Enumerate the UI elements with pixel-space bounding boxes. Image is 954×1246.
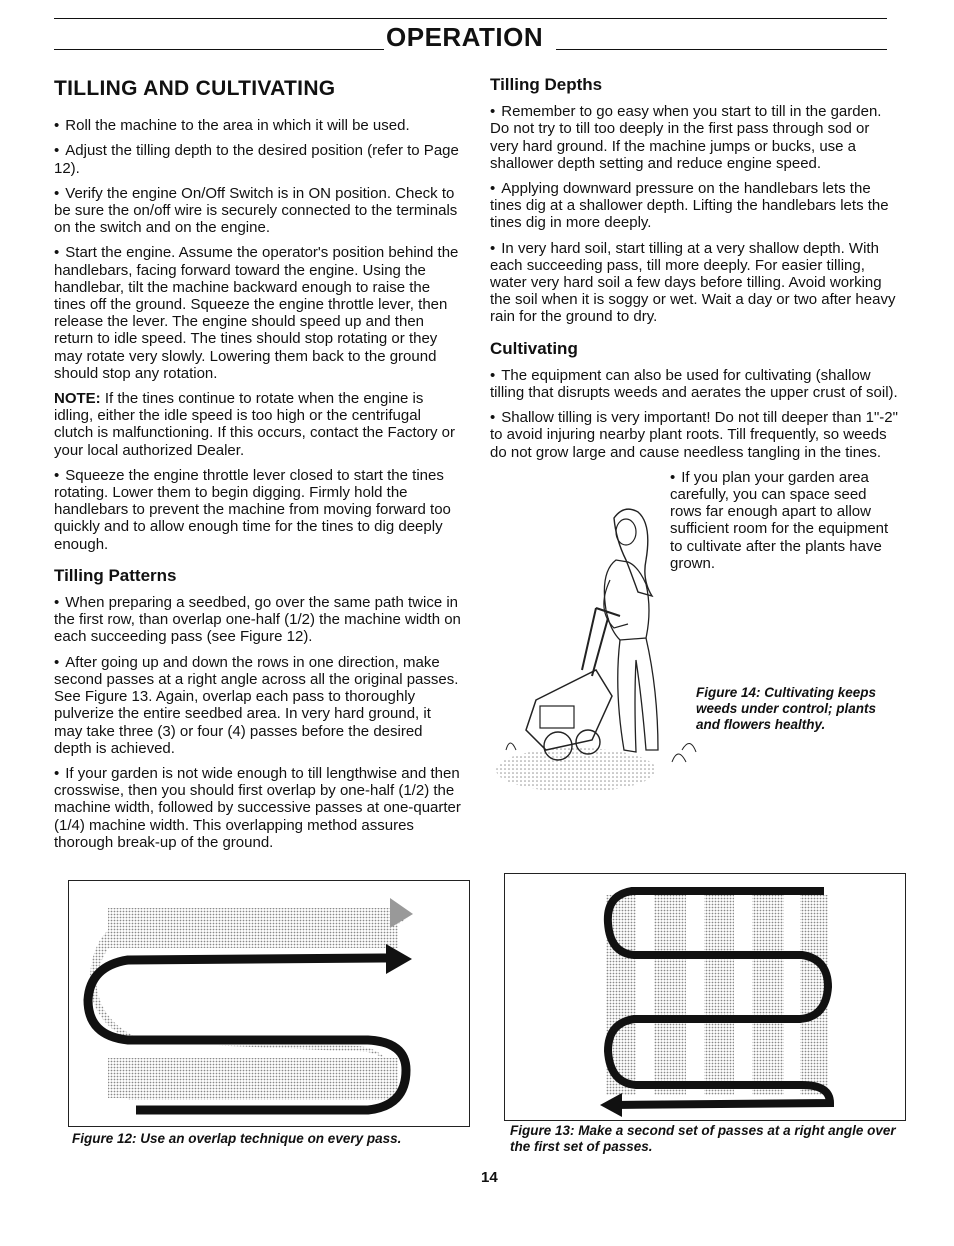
note-text: If the tines continue to rotate when the engine is idling, either the idle speed is too high or the centrifugal clutch is malfunctioning. If this occurs, contact the Factory or your local authorized Dealer. — [54, 390, 456, 459]
bullet-cultivating: • The equipment can also be used for cultivating (shallow tilling that disrupts weeds and aerates the upper crust of soil). — [490, 367, 900, 401]
bullet-hard-soil: • In very hard soil, start tilling at a very shallow depth. With each succeeding pass, till more deeply. For easier tilling, water very hard soil a few days before tilling. Avoid working the soil when it is soggy or wet. Wait a day or two after heavy rain for the ground to dry. — [490, 240, 900, 326]
bullet-verify-switch: • Verify the engine On/Off Switch is in ON position. Check to be sure the on/off wire is securely connected to the terminals on the switch and on the engine. — [54, 185, 462, 237]
tilling-depths-title: Tilling Depths — [490, 75, 603, 94]
bullet-garden-plan: • If you plan your garden area carefully, you can space seed rows far enough apart to allow sufficient room for the equipment to cultivate after the plants have grown. — [670, 469, 900, 572]
cultivating-title: Cultivating — [490, 338, 578, 358]
bullet-go-easy: • Remember to go easy when you start to till in the garden. Do not try to till too deeply in the first pass through sod or very hard ground. If the machine jumps or bucks, use a shallower depth setting and reduce engine speed. — [490, 103, 900, 172]
left-column — [54, 77, 462, 859]
bullet-seedbed: • When preparing a seedbed, go over the same path twice in the first row, than overlap one-half (1/2) the machine width on each succeeding pass (see Figure 12). — [54, 594, 462, 646]
figure-13-right-angle-pattern — [504, 873, 904, 1119]
bullet-narrow-garden: • If your garden is not wide enough to till lengthwise and then crosswise, then you should first overlap by one-half (1/2) the machine width, followed by successive passes at one-quarter (1/4) machine width. This overlapping method assures thorough break-up of the ground. — [54, 765, 462, 851]
note-paragraph — [54, 390, 462, 459]
bullet-throttle: • Squeeze the engine throttle lever closed to start the tines rotating. Lower them to begin digging. Firmly hold the handlebars to prevent the machine from moving forward too quickly and to allow enough time for the tines to dig deeply enough. — [54, 467, 462, 553]
figure-13-caption: Figure 13: Make a second set of passes at a right angle over the first set of passes. — [510, 1123, 896, 1154]
bullet-shallow-tilling: • Shallow tilling is very important! Do not till deeper than 1"-2" to avoid injuring nearby plant roots. Till frequently, so weeds do not grow large and cause needless tangling in the tines. — [490, 409, 900, 461]
bullet-roll-machine: • Roll the machine to the area in which it will be used. — [54, 117, 462, 134]
bullet-right-angle: • After going up and down the rows in one direction, make second passes at a right angle across all the original passes. See Figure 13. Again, overlap each pass to thoroughly pulverize the entire seedbed area. In very hard ground, it may take three (3) or four (4) passes before the desired depth is achieved. — [54, 654, 462, 757]
section-title: TILLING AND CULTIVATING — [54, 77, 336, 100]
header-bottom-rule-left — [54, 49, 384, 50]
figure-12-caption: Figure 12: Use an overlap technique on every pass. — [72, 1131, 402, 1146]
figure-12-overlap-pattern — [68, 880, 468, 1125]
header-bottom-rule-right — [556, 49, 887, 50]
figure-14-caption: Figure 14: Cultivating keeps weeds under control; plants and flowers healthy. — [696, 685, 877, 732]
page-header-title: OPERATION — [386, 22, 544, 52]
bullet-downward-pressure: • Applying downward pressure on the handlebars lets the tines dig at a shallower depth. Lifting the handlebars lets the tines dig in more deeply. — [490, 180, 900, 232]
bullet-start-engine: • Start the engine. Assume the operator's position behind the handlebars, facing forward toward the engine. Using the handlebar, tilt the machine backward enough to raise the tines off the ground. Squeeze the engine throttle lever, then release the lever. The engine should speed up and then return to idle speed. The tines should stop rotating or they may rotate very slowly. Lowering them back to the ground should stop any rotation. — [54, 244, 462, 382]
header-top-rule — [54, 18, 887, 19]
note-label: NOTE: — [54, 390, 101, 408]
tilling-patterns-title: Tilling Patterns — [54, 565, 177, 585]
figure-14-illustration — [496, 500, 706, 800]
page-number: 14 — [481, 1169, 498, 1186]
bullet-adjust-depth: • Adjust the tilling depth to the desired position (refer to Page 12). — [54, 142, 462, 176]
